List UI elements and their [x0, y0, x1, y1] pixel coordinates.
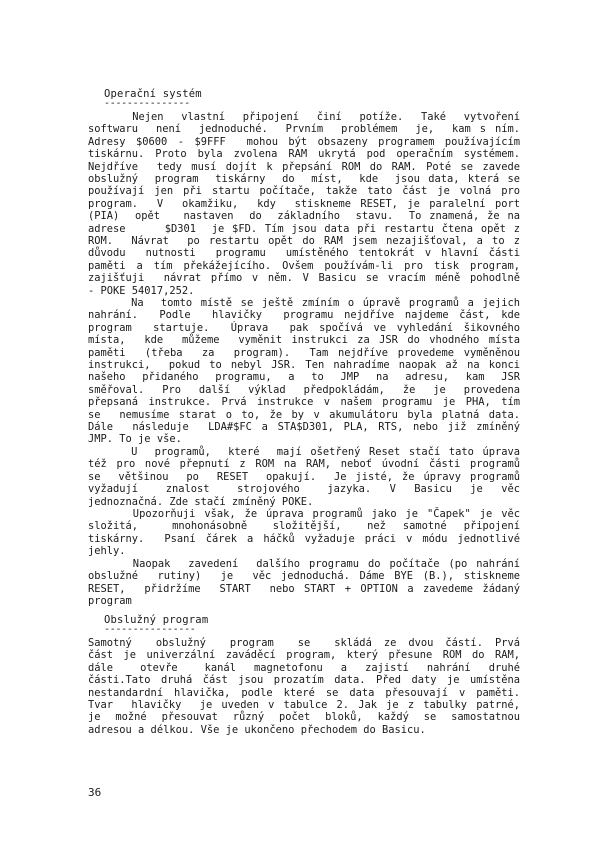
heading-underline: ---------------: [104, 98, 190, 109]
text-line: Dále následuje LDA#$FC a STA$D301, PLA, RTS, nebo již zmíněný: [88, 421, 520, 434]
text-line: Na tomto místě se ještě zmíním o úpravě programů a jejich: [88, 297, 520, 309]
text-line: paměti (třeba za program). Tam nejdříve provedeme vyměněnou: [88, 346, 520, 359]
section-heading-operacni-system: Operační systém: [104, 88, 202, 100]
text-line: tiskárnu. Proto byla zvolena RAM ukrytá pod operačním systémem.: [88, 148, 520, 161]
text-line: tiskárny. Psaní čárek a háčků vyžaduje práci v módu jednotlivé: [88, 532, 520, 545]
text-line: se nemusíme starat o to, že by v akumulátoru byla platná data.: [88, 408, 520, 421]
text-line: program startuje. Úprava pak spočívá ve vyhledání šikovného: [88, 321, 520, 334]
text-line: je možné přesouvat různý počet bloků, každý se samostatnou: [88, 711, 520, 724]
text-line: (PIA) opět nastaven do základního stavu. To znamená, že na: [88, 210, 520, 223]
text-line: přepsaná instrukce. Prvá instrukce v našem programu je PHA, tím: [88, 396, 520, 409]
text-line: se většinou po RESET opakují. Je jisté, že úpravy programů: [88, 470, 520, 483]
section-heading-obsluzny-program: Obslužný program: [104, 614, 209, 626]
text-line: Samotný obslužný program se skládá ze dvou částí. Prvá: [88, 637, 520, 649]
text-line: místa, kde můžeme vyměnit instrukci za JSR do vhodného místa: [88, 334, 520, 347]
text-line: jehly.: [88, 545, 126, 558]
paragraph-zavedeni-programu: [88, 558, 520, 608]
section-operacni-system-text: [88, 111, 520, 297]
text-line: vyžadují znalost strojového jazyka. V Basicu je věc: [88, 483, 520, 496]
text-line: softwaru není jednoduché. Prvním problémem je, kam s ním.: [88, 123, 520, 136]
text-line: části.Tato druhá část jsou prozatím data. Před daty je umístěna: [88, 674, 520, 687]
text-line: Tvar hlavičky je uveden v tabulce 2. Jak je z tabulky patrné,: [88, 699, 520, 712]
text-line: Nejen vlastní připojení činí potíže. Také vytvoření: [88, 111, 520, 123]
page-number: 36: [88, 786, 102, 799]
text-line: Nejdříve tedy musí dojít k přepsání ROM do RAM. Poté se zavede: [88, 160, 520, 173]
text-line: instrukci, pokud to nebyl JSR. Ten nahradíme naopak až na konci: [88, 359, 520, 372]
paragraph-uprava-programu: [88, 297, 520, 446]
paragraph-upozorneni: [88, 508, 520, 558]
text-line: používají jen při startu počítače, takže tato část je volná pro: [88, 185, 520, 198]
text-line: důvodu nutnosti programu umístěného tentokrát v hlavní části: [88, 247, 520, 260]
text-line: dále otevře kanál magnetofonu a zajistí nahrání druhé: [88, 661, 520, 674]
text-line: nestandardní hlavička, podle které se data přesouvají v paměti.: [88, 686, 520, 699]
heading-underline: ----------------: [104, 624, 196, 635]
text-line: ROM. Návrat po restartu opět do RAM jsem nezajišťoval, a to z: [88, 235, 520, 248]
text-line: adresou a délkou. Vše je ukončeno přechodem do Basicu.: [88, 723, 426, 736]
paragraph-reset-programy: [88, 446, 520, 508]
text-line: nahrání. Podle hlavičky programu nejdříve najdeme část, kde: [88, 309, 520, 322]
text-line: zajišťuji návrat přímo v něm. V Basicu se vracím méně pohodlně: [88, 272, 520, 285]
text-line: - POKE 54017,252.: [88, 284, 195, 297]
text-line: složitá, mnohonásobně složitější, než samotné připojení: [88, 520, 520, 533]
text-line: program. V okamžiku, kdy stiskneme RESET, je paralelní port: [88, 197, 520, 210]
text-line: adrese $D301 je $FD. Tím jsou data při restartu čtena opět z: [88, 222, 520, 235]
text-line: část je univerzální zaváděcí program, který přesune ROM do RAM,: [88, 649, 520, 662]
text-line: paměti a tím překážejícího. Ovšem používám-li pro tisk program,: [88, 259, 520, 272]
text-line: obslužné rutiny) je věc jednoduchá. Dáme BYE (B.), stiskneme: [88, 570, 520, 583]
text-line: U programů, které mají ošetřený Reset stačí tato úprava: [88, 446, 520, 458]
text-line: jednoznačná. Zde stačí zmíněný POKE.: [88, 495, 314, 508]
section-obsluzny-program-text: [88, 637, 520, 736]
text-line: Adresy $0600 - $9FFF mohou být obsazeny programem používajícím: [88, 135, 520, 148]
text-line: JMP. To je vše.: [88, 433, 182, 446]
text-line: obslužný program tiskárny do míst, kde jsou data, která se: [88, 173, 520, 186]
text-line: směřoval. Pro další výklad předpokládám, že je provedena: [88, 383, 520, 396]
text-line: Naopak zavedení dalšího programu do počítače (po nahrání: [88, 558, 520, 570]
text-line: našeho přidaného programu, a to JMP na adresu, kam JSR: [88, 371, 520, 384]
text-line: též pro nové přepnutí z ROM na RAM, neboť úvodní části programů: [88, 458, 520, 471]
text-line: RESET, přidržíme START nebo START + OPTION a zavedeme žádaný: [88, 582, 520, 595]
text-line: program: [88, 595, 132, 608]
text-line: Upozorňuji však, že úprava programů jako je "Čapek" je věc: [88, 508, 520, 520]
